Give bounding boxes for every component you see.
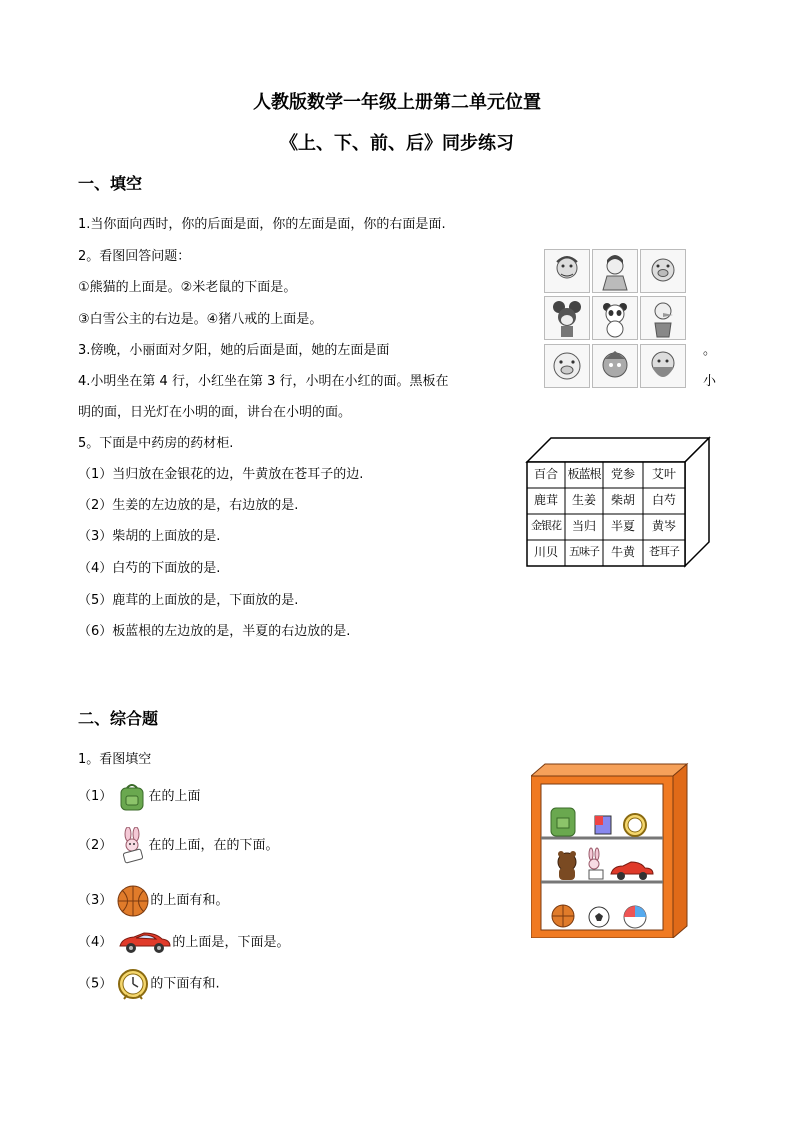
question-5-part2: （2）生姜的左边放的是，右边放的是. <box>78 498 299 513</box>
cartoon-pig-bottom <box>544 344 590 388</box>
question-s2-part5: （5） 的下面有和. <box>78 966 220 1002</box>
question-s2-part3: （3） 的上面有和。 <box>78 883 228 919</box>
question-5-intro: 5。下面是中药房的药材柜. <box>78 436 234 451</box>
drawer-label: 党参 <box>610 467 635 481</box>
question-s2-1-intro: 1。看图填空 <box>78 752 152 767</box>
question-3-end: 。 <box>703 343 717 358</box>
drawer-label: 生姜 <box>571 493 596 507</box>
toy-shelf-illustration <box>531 762 691 938</box>
drawer-label: 白芍 <box>651 493 676 507</box>
question-2-line1: ①熊猫的上面是。②米老鼠的下面是。 <box>78 280 297 295</box>
cartoon-monk <box>640 344 686 388</box>
rabbit-icon <box>116 827 148 865</box>
question-5-part5: （5）鹿茸的上面放的是，下面放的是. <box>78 593 299 608</box>
question-5-part4: （4）白芍的下面放的是. <box>78 561 221 576</box>
cartoon-panda <box>592 296 638 340</box>
question-4-line2: 明的面，日光灯在小明的面，讲台在小明的面。 <box>78 405 352 420</box>
question-4-line1: 4.小明坐在第 4 行，小红坐在第 3 行，小明在小红的面。黑板在 <box>78 374 449 389</box>
cartoon-monkey-king <box>544 249 590 293</box>
cartoon-zhu-bajie-top <box>640 249 686 293</box>
question-5-part1: （1）当归放在金银花的边，牛黄放在苍耳子的边. <box>78 467 364 482</box>
page-title: 人教版数学一年级上册第二单元位置 <box>253 92 541 113</box>
drawer-label: 艾叶 <box>651 467 676 481</box>
drawer-label: 当归 <box>571 519 596 533</box>
question-3: 3.傍晚，小丽面对夕阳，她的后面是面，她的左面是面 <box>78 343 390 358</box>
drawer-label: 鹿茸 <box>533 493 558 507</box>
question-s2-part4: （4） 的上面是，下面是。 <box>78 928 289 958</box>
herb-cabinet <box>525 436 711 568</box>
cartoon-snow-white <box>592 249 638 293</box>
section-heading-fill: 一、填空 <box>78 174 143 193</box>
question-s2-part1: （1） 在的上面 <box>78 781 200 813</box>
section-heading-comprehensive: 二、综合题 <box>78 709 159 728</box>
car-icon <box>116 930 172 956</box>
question-2-intro: 2。看图回答问题： <box>78 249 191 264</box>
cartoon-donald <box>640 296 686 340</box>
question-2-line2: ③白雪公主的右边是。④猪八戒的上面是。 <box>78 312 323 327</box>
drawer-label: 川贝 <box>533 545 558 559</box>
drawer-label: 柴胡 <box>610 493 635 507</box>
cartoon-characters-grid <box>544 249 686 389</box>
cartoon-mickey <box>544 296 590 340</box>
question-1: 1.当你面向西时，你的后面是面，你的左面是面，你的右面是面. <box>78 217 446 232</box>
drawer-label: 金银花 <box>531 519 561 532</box>
cartoon-warrior <box>592 344 638 388</box>
question-4-wrap: 小 <box>703 374 717 389</box>
page-subtitle: 《上、下、前、后》同步练习 <box>280 133 514 154</box>
drawer-label: 苍耳子 <box>649 545 679 558</box>
question-5-part3: （3）柴胡的上面放的是. <box>78 529 221 544</box>
drawer-label: 百合 <box>533 467 558 481</box>
drawer-label: 半夏 <box>610 519 635 533</box>
drawer-label: 牛黄 <box>610 545 635 559</box>
clock-icon <box>116 966 150 1002</box>
question-5-part6: （6）板蓝根的左边放的是，半夏的右边放的是. <box>78 624 351 639</box>
drawer-label: 五味子 <box>569 545 599 558</box>
bag-icon <box>116 782 148 812</box>
basketball-icon <box>116 884 150 918</box>
drawer-label: 黄岑 <box>651 519 676 533</box>
drawer-label: 板蓝根 <box>567 467 601 481</box>
question-s2-part2: （2） 在的上面，在的下面。 <box>78 826 278 866</box>
